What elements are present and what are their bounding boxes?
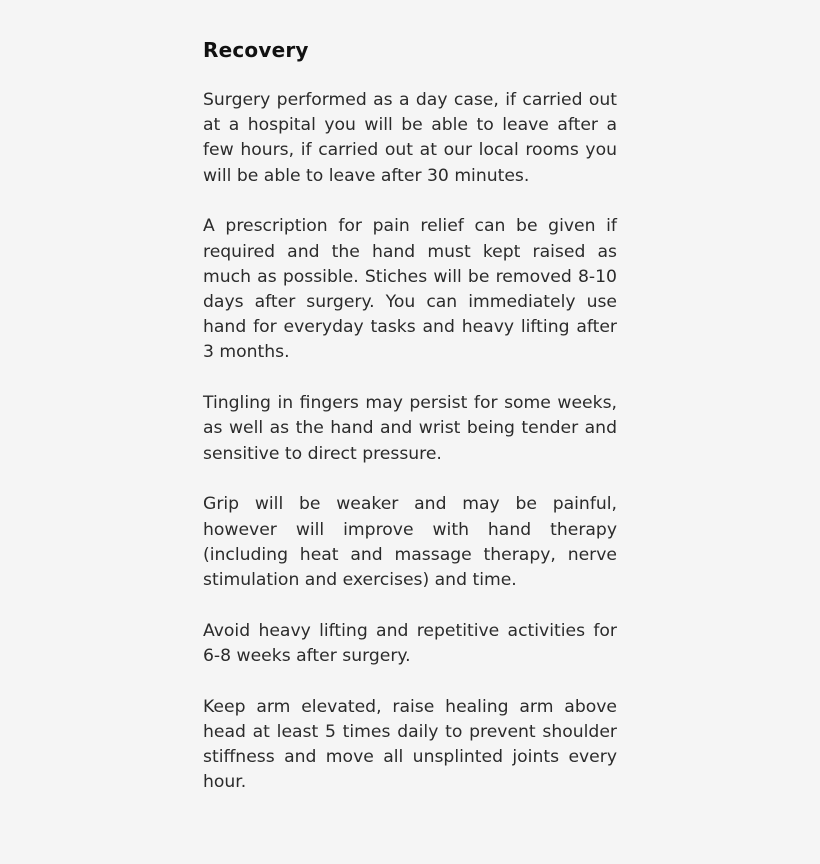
section-heading-recovery: Recovery <box>203 38 309 62</box>
paragraph-day-case: Surgery performed as a day case, if carried out at a hospital you will be able to leave after a few hours, if carried out at our local rooms you will be able to leave after 30 minutes. <box>203 90 617 186</box>
paragraph-grip: Grip will be weaker and may be painful, however will improve with hand therapy (including heat and massage therapy, nerve stimulation and exercises) and time. <box>203 494 617 591</box>
paragraph-pain-relief: A prescription for pain relief can be given if required and the hand must kept raised as much as possible. Stiches will be removed 8-10 days after surgery. You can immediately use hand for everyday tasks and heavy lifting after 3 months. <box>203 216 617 363</box>
paragraph-avoid-lifting: Avoid heavy lifting and repetitive activities for 6-8 weeks after surgery. <box>203 620 617 667</box>
text-column <box>203 36 617 821</box>
paragraph-keep-elevated: Keep arm elevated, raise healing arm above head at least 5 times daily to prevent shoulder stiffness and move all unsplinted joints every hour. <box>203 696 617 793</box>
paragraph-tingling: Tingling in fingers may persist for some weeks, as well as the hand and wrist being tender and sensitive to direct pressure. <box>203 393 617 464</box>
